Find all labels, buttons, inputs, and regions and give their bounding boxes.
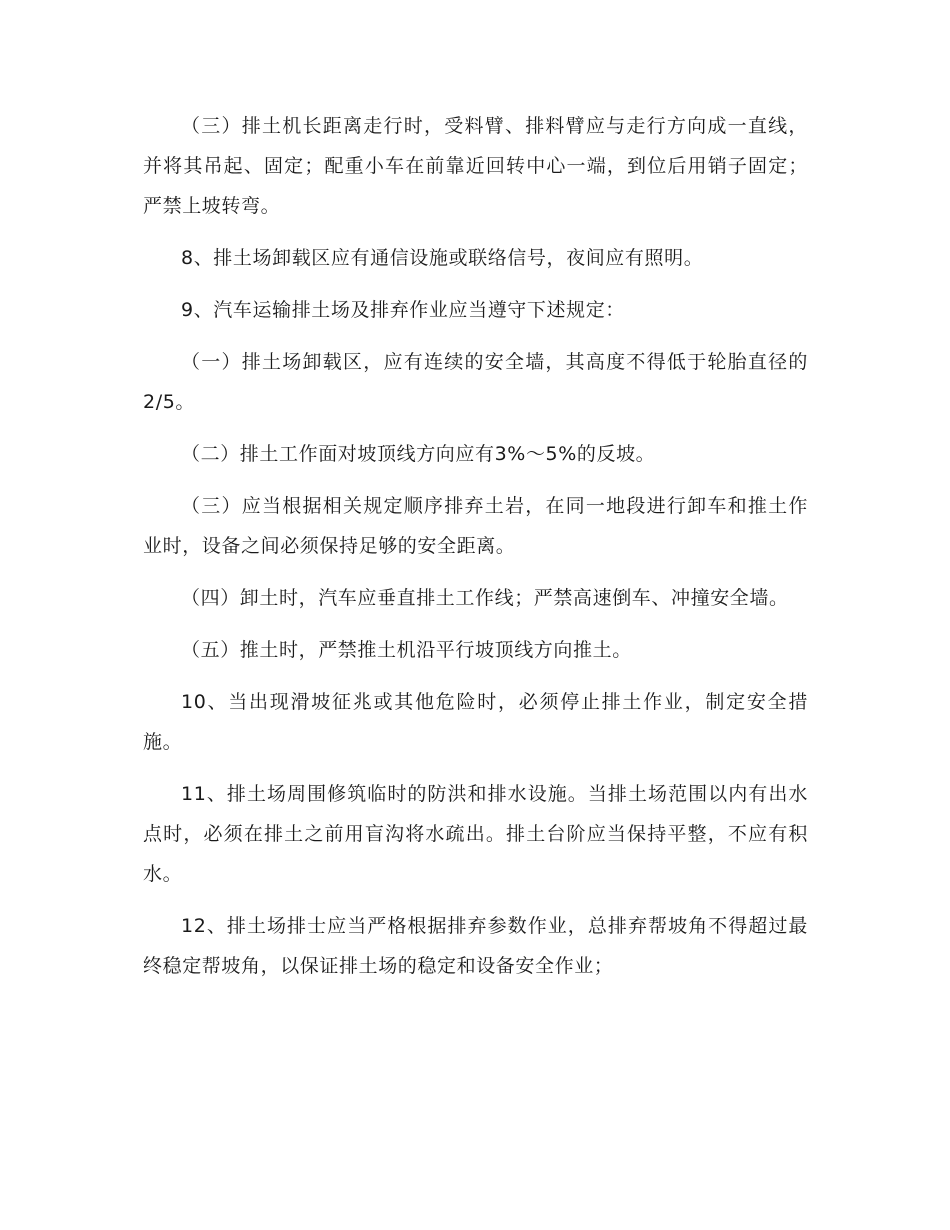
paragraph-3: 9、汽车运输排土场及排弃作业应当遵守下述规定： <box>181 299 625 321</box>
paragraph-2: 8、排土场卸载区应有通信设施或联络信号，夜间应有照明。 <box>181 247 704 269</box>
paragraph-10: 11、排土场周围修筑临时的防洪和排水设施。当排土场范围以内有出水点时，必须在排土之前用盲沟将水疏出。排土台阶应当保持平整，不应有积水。 <box>143 783 808 885</box>
document-body <box>143 106 808 998</box>
paragraph-1: （三）排土机长距离走行时，受料臂、排料臂应与走行方向成一直线，并将其吊起、固定；配重小车在前靠近回转中心一端，到位后用销子固定；严禁上坡转弯。 <box>143 115 808 217</box>
paragraph-11: 12、排土场排士应当严格根据排弃参数作业，总排弃帮坡角不得超过最终稳定帮坡角，以保证排土场的稳定和设备安全作业； <box>143 915 808 977</box>
paragraph-5: （二）排土工作面对坡顶线方向应有3%～5%的反坡。 <box>181 443 656 465</box>
paragraph-4: （一）排土场卸载区，应有连续的安全墙，其高度不得低于轮胎直径的2/5。 <box>143 351 808 413</box>
paragraph-6: （三）应当根据相关规定顺序排弃土岩，在同一地段进行卸车和推土作业时，设备之间必须保持足够的安全距离。 <box>143 495 808 557</box>
paragraph-7: （四）卸土时，汽车应垂直排土工作线；严禁高速倒车、冲撞安全墙。 <box>181 587 789 609</box>
paragraph-8: （五）推土时，严禁推土机沿平行坡顶线方向推土。 <box>181 639 632 661</box>
paragraph-9: 10、当出现滑坡征兆或其他危险时，必须停止排土作业，制定安全措施。 <box>143 691 808 753</box>
